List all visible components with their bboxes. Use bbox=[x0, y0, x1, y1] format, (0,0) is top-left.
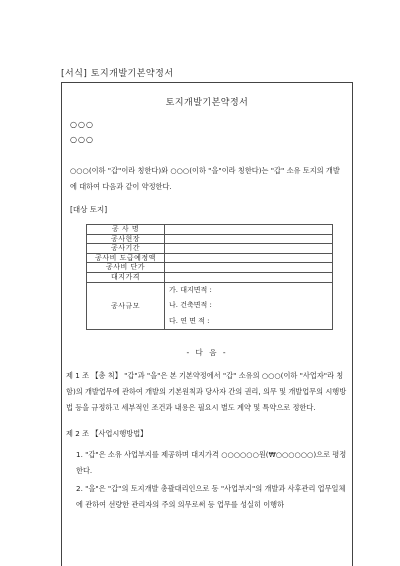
table-row bbox=[87, 234, 333, 244]
row-label-land-price: 대지가격 bbox=[87, 272, 165, 282]
table-row bbox=[87, 244, 333, 254]
intro-paragraph: ○○○(이하 "갑"이라 칭한다)와 ○○○(이하 "을"이라 칭한다)는 "갑" 소유 토지의 개발에 대하여 다음과 같이 약정한다. bbox=[70, 166, 340, 191]
row-value bbox=[165, 253, 333, 263]
table-row bbox=[87, 263, 333, 273]
document-caption: [서식] 토지개발기본약정서 bbox=[61, 69, 174, 79]
row-label-unit-price: 공사비 단가 bbox=[87, 263, 165, 273]
table-row bbox=[87, 282, 333, 298]
row-label-project-name: 공 사 명 bbox=[87, 225, 165, 235]
scale-total-floor-area: 다. 연 면 적 : bbox=[165, 314, 333, 330]
article-2-item-1: 1. "갑"은 소유 사업부지를 제공하며 대지가격 ○○○○○○원(₩○○○○○○)으로 평정한다. bbox=[76, 450, 347, 475]
table-row bbox=[87, 272, 333, 282]
row-label-contract-amount: 공사비 도급예정액 bbox=[87, 253, 165, 263]
row-label-site: 공사현장 bbox=[87, 234, 165, 244]
table-row bbox=[87, 253, 333, 263]
article-2-heading: 제 2 조 【사업시행방법】 bbox=[66, 429, 148, 438]
scale-land-area: 가. 대지면적 : bbox=[165, 282, 333, 298]
row-label-scale: 공사규모 bbox=[87, 282, 165, 330]
row-value bbox=[165, 234, 333, 244]
article-1: 제 1 조 【총 칙】 "갑"과 "을"은 본 기본약정에서 "갑" 소유의 ○○○(이하 "사업자"라 칭함)의 개발업무에 관하여 개발의 기본원칙과 당사자 간의 권리, 의무 및 개발업무의 시행방법 등을 규정하고 세부적인 조건과 내용은 필요시 별도 계약 및 특약으로 정한다. bbox=[66, 371, 347, 412]
row-label-period: 공사기간 bbox=[87, 244, 165, 254]
document-title: 토지개발기본약정서 bbox=[165, 98, 249, 108]
article-2-item-2: 2. "을"은 "갑"의 토지개발 총괄대리인으로 동 "사업부지"의 개발과 사후관리 업무일체에 관하여 선량한 관리자의 주의 의무로써 등 업무를 성실히 이행하 bbox=[76, 484, 346, 509]
following-heading: - 다 음 - bbox=[186, 348, 228, 357]
party-b: ○○○ bbox=[70, 135, 94, 144]
scale-building-area: 나. 건축면적 : bbox=[165, 298, 333, 314]
target-land-table bbox=[86, 224, 333, 330]
row-value bbox=[165, 225, 333, 235]
table-row bbox=[87, 225, 333, 235]
document-frame bbox=[61, 82, 353, 566]
row-value bbox=[165, 244, 333, 254]
target-land-label: [대상 토지] bbox=[70, 205, 108, 214]
party-a: ○○○ bbox=[70, 120, 94, 129]
row-value bbox=[165, 263, 333, 273]
row-value bbox=[165, 272, 333, 282]
